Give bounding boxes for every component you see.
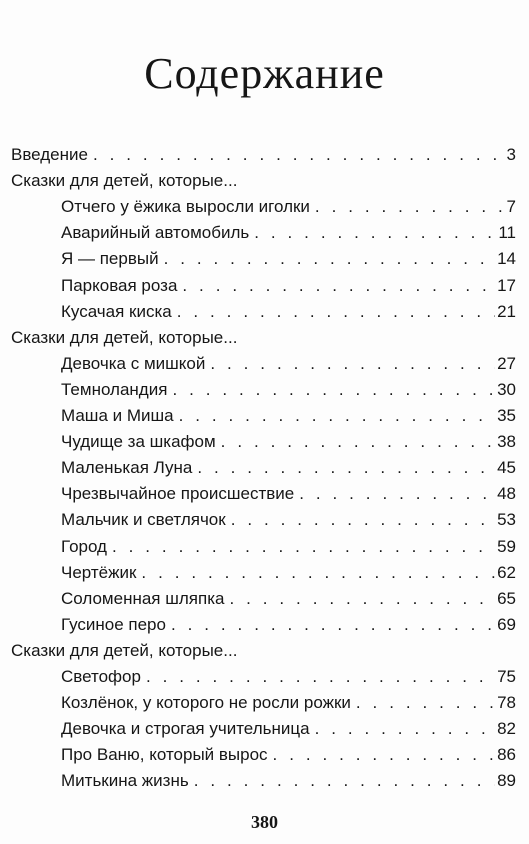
toc-entry: [61, 429, 516, 455]
dot-leader: [194, 768, 495, 794]
toc-entry: [61, 351, 516, 377]
toc-entry-title: Темноландия: [61, 379, 168, 399]
toc-entry-title: Про Ваню, который вырос: [61, 745, 268, 765]
toc-entry: [61, 481, 516, 507]
toc-entry-title: Соломенная шляпка: [61, 588, 225, 608]
toc-section: [11, 168, 516, 194]
dot-leader: [231, 507, 495, 533]
toc-entry-title: Отчего у ёжика выросли иголки: [61, 197, 310, 217]
toc-entry: [61, 690, 516, 716]
toc-entry-title: Чрезвычайное происшествие: [61, 484, 295, 504]
toc-entry-page: 59: [497, 536, 516, 556]
dot-leader: [315, 716, 496, 742]
dot-leader: [356, 690, 495, 716]
dot-leader: [182, 273, 495, 299]
toc-entry-page: 3: [506, 145, 516, 164]
dot-leader: [112, 534, 495, 560]
toc-entry-title: Введение: [11, 145, 88, 164]
toc-entry-title: Кусачая киска: [61, 301, 172, 321]
dot-leader: [273, 742, 496, 768]
toc-entry-title: Сказки для детей, которые...: [11, 171, 238, 191]
dot-leader: [221, 429, 495, 455]
toc-entry-title: Гусиное перо: [61, 614, 166, 634]
dot-leader: [177, 299, 495, 325]
dot-leader: [299, 481, 495, 507]
toc-entry-page: 69: [497, 614, 516, 634]
toc-entry-title: Девочка и строгая учительница: [61, 719, 310, 739]
toc-entry-title: Мальчик и светлячок: [61, 510, 226, 530]
toc-entry-title: Маленькая Луна: [61, 458, 193, 478]
page-number: 380: [251, 812, 278, 832]
toc-entry: [61, 403, 516, 429]
toc-entry: [61, 455, 516, 481]
toc-entry: [61, 273, 516, 299]
toc-entry-page: 7: [506, 197, 516, 217]
toc-entry-page: 53: [497, 510, 516, 530]
toc-entry-page: 48: [497, 484, 516, 504]
toc-entry-page: 89: [497, 771, 516, 791]
toc-entry-page: 62: [497, 562, 516, 582]
toc-entry: [61, 664, 516, 690]
toc-entry: [61, 507, 516, 533]
toc-entry-page: 21: [497, 301, 516, 321]
dot-leader: [172, 377, 495, 403]
toc-entry-page: 14: [497, 249, 516, 269]
toc-entry: [61, 220, 516, 246]
dot-leader: [171, 612, 495, 638]
dot-leader: [254, 220, 496, 246]
toc-entry-title: Сказки для детей, которые...: [11, 640, 238, 660]
toc-entry-page: 78: [497, 693, 516, 713]
toc-entry-title: Чудище за шкафом: [61, 432, 216, 452]
toc-entry: [61, 716, 516, 742]
toc-section: [11, 638, 516, 664]
dot-leader: [93, 142, 505, 168]
toc-entry: [61, 246, 516, 272]
toc-entry-page: 65: [497, 588, 516, 608]
dot-leader: [146, 664, 495, 690]
dot-leader: [210, 351, 495, 377]
toc-entry-page: 86: [497, 745, 516, 765]
toc-entry-page: 17: [497, 275, 516, 295]
toc-entry: [61, 612, 516, 638]
page-title: Содержание: [144, 49, 385, 98]
toc-section: [11, 325, 516, 351]
toc-entry-page: 38: [497, 432, 516, 452]
toc-entry: [61, 194, 516, 220]
toc-entry-title: Парковая роза: [61, 275, 178, 295]
toc-entry-title: Чертёжик: [61, 562, 137, 582]
dot-leader: [229, 586, 495, 612]
toc-entry-page: 45: [497, 458, 516, 478]
toc-entry-page: 11: [498, 223, 516, 243]
dot-leader: [179, 403, 495, 429]
toc-entry: [61, 768, 516, 794]
dot-leader: [315, 194, 505, 220]
toc-entry-title: Девочка с мишкой: [61, 353, 206, 373]
toc-entry-page: 35: [497, 406, 516, 425]
dot-leader: [141, 560, 495, 586]
toc-section: [11, 142, 516, 168]
toc-entry-page: 75: [497, 667, 516, 686]
dot-leader: [197, 455, 495, 481]
toc-entry: [61, 377, 516, 403]
toc-entry-title: Маша и Миша: [61, 406, 174, 425]
toc-entry: [61, 586, 516, 612]
toc-entry-page: 30: [497, 379, 516, 399]
toc-entry-title: Сказки для детей, которые...: [11, 327, 238, 347]
toc-entry-page: 82: [497, 719, 516, 739]
toc-entry: [61, 299, 516, 325]
toc-entry-title: Я — первый: [61, 249, 159, 269]
dot-leader: [164, 246, 495, 272]
toc-entry-title: Город: [61, 536, 107, 556]
toc-entry-page: 27: [497, 353, 516, 373]
toc-entry-title: Светофор: [61, 667, 141, 686]
toc-entry-title: Козлёнок, у которого не росли рожки: [61, 693, 351, 713]
toc-entry-title: Аварийный автомобиль: [61, 223, 250, 243]
toc-entry: [61, 534, 516, 560]
toc-entry-title: Митькина жизнь: [61, 771, 189, 791]
toc-entry: [61, 742, 516, 768]
toc-entry: [61, 560, 516, 586]
